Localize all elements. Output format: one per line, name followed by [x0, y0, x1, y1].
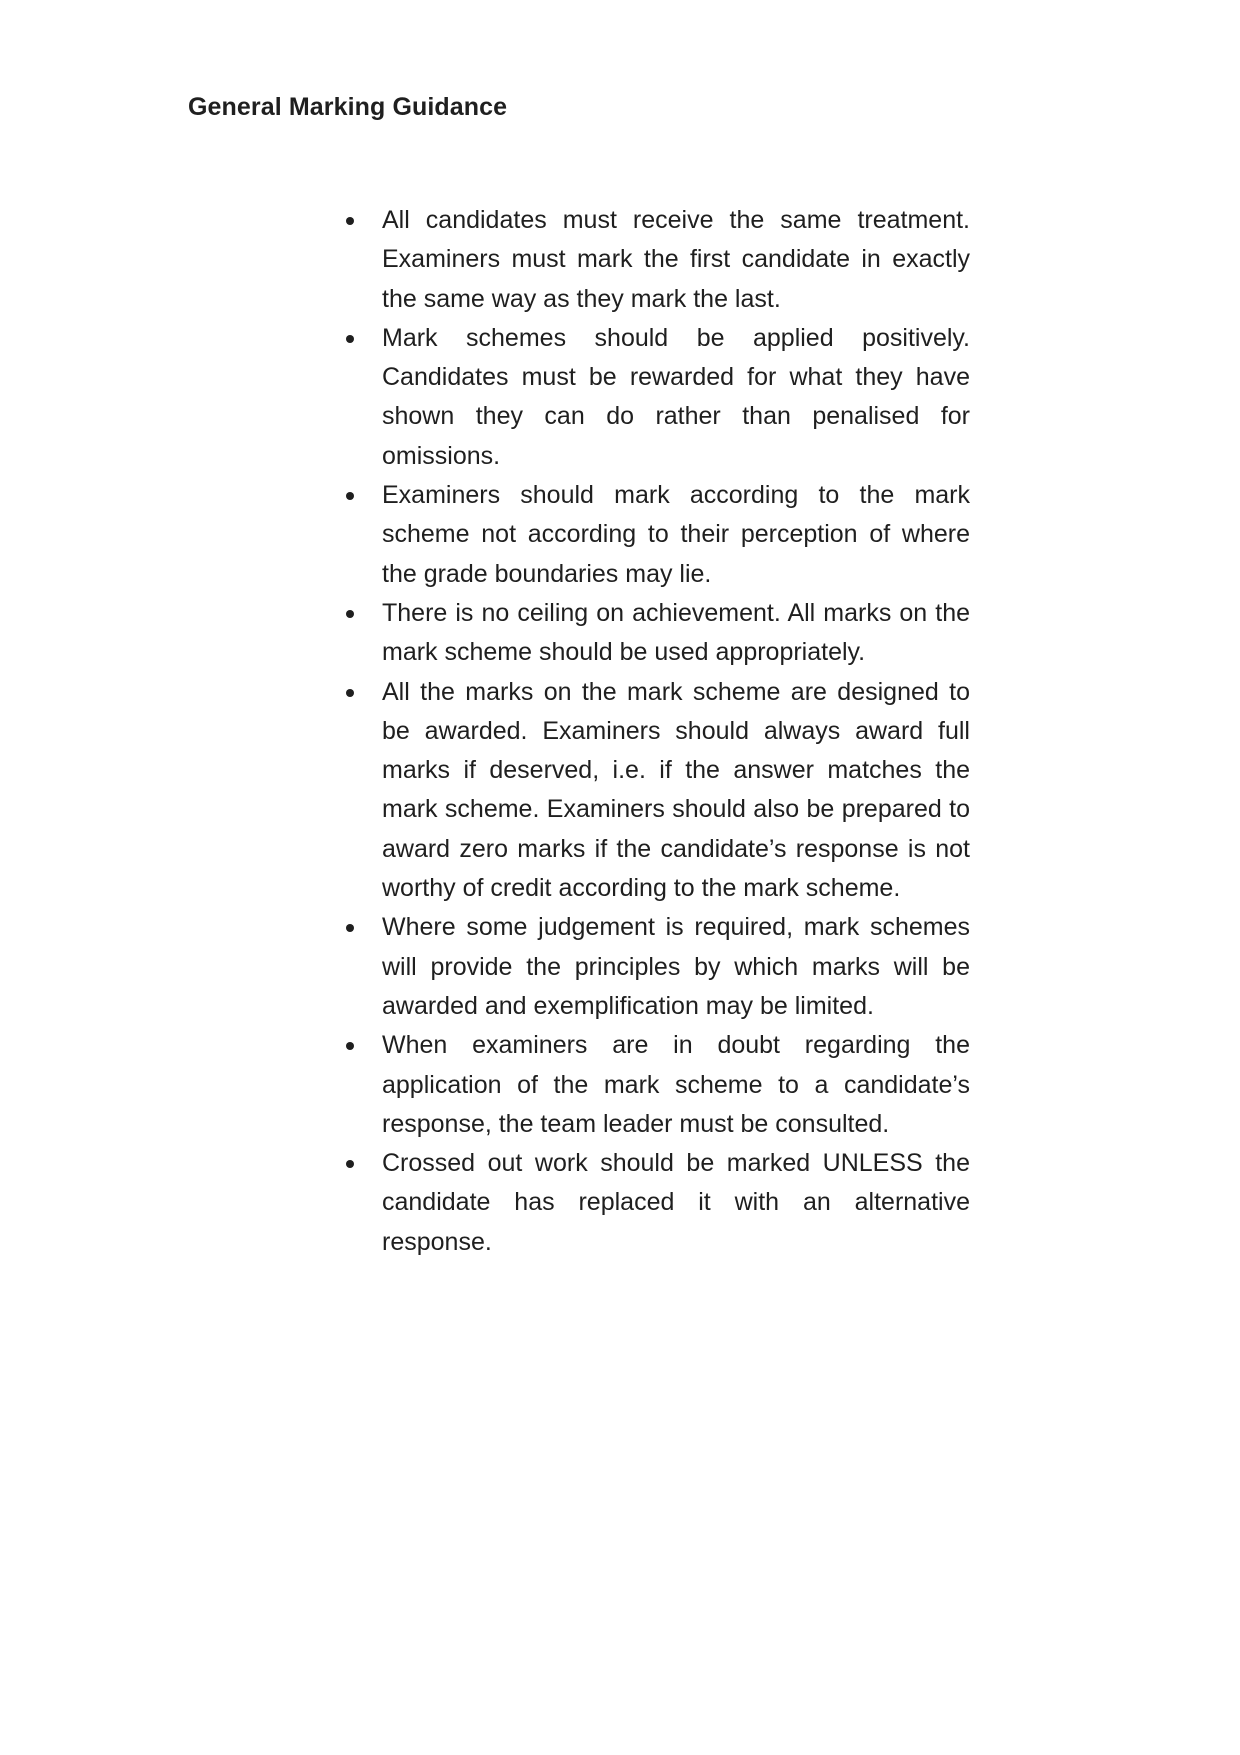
- list-item: [340, 201, 970, 319]
- list-item-text: All candidates must receive the same treatment. Examiners must mark the first candidate in exactly the same way as they mark the last.: [382, 206, 970, 313]
- list-item-text: All the marks on the mark scheme are designed to be awarded. Examiners should always award full marks if deserved, i.e. if the answer matches the mark scheme. Examiners should also be prepared to award zero marks if the candidate’s response is not worthy of credit according to the mark scheme.: [382, 677, 970, 903]
- list-item: [340, 1144, 970, 1262]
- list-item-text: Examiners should mark according to the mark scheme not according to their perception of where the grade boundaries may lie.: [382, 481, 970, 588]
- list-item: [340, 673, 970, 909]
- list-item: [340, 908, 970, 1026]
- bullet-icon: [346, 689, 354, 697]
- bullet-icon: [346, 492, 354, 500]
- list-item-text: Mark schemes should be applied positively. Candidates must be rewarded for what they have shown they can do rather than penalised for omissions.: [382, 323, 970, 470]
- list-item: [340, 594, 970, 673]
- bullet-icon: [346, 217, 354, 225]
- bullet-icon: [346, 335, 354, 343]
- list-item-text: There is no ceiling on achievement. All marks on the mark scheme should be used appropriately.: [382, 598, 970, 667]
- bullet-icon: [346, 1160, 354, 1168]
- list-item-text: Crossed out work should be marked UNLESS the candidate has replaced it with an alternative response.: [382, 1149, 970, 1256]
- bullet-icon: [346, 610, 354, 618]
- bullet-icon: [346, 1042, 354, 1050]
- page-title: General Marking Guidance: [188, 93, 508, 121]
- guidance-list: [340, 201, 970, 1262]
- list-item: [340, 476, 970, 594]
- list-item-text: When examiners are in doubt regarding the application of the mark scheme to a candidate’s response, the team leader must be consulted.: [382, 1031, 970, 1138]
- list-item-text: Where some judgement is required, mark schemes will provide the principles by which marks will be awarded and exemplification may be limited.: [382, 913, 970, 1020]
- list-item: [340, 319, 970, 476]
- list-item: [340, 1026, 970, 1144]
- bullet-icon: [346, 924, 354, 932]
